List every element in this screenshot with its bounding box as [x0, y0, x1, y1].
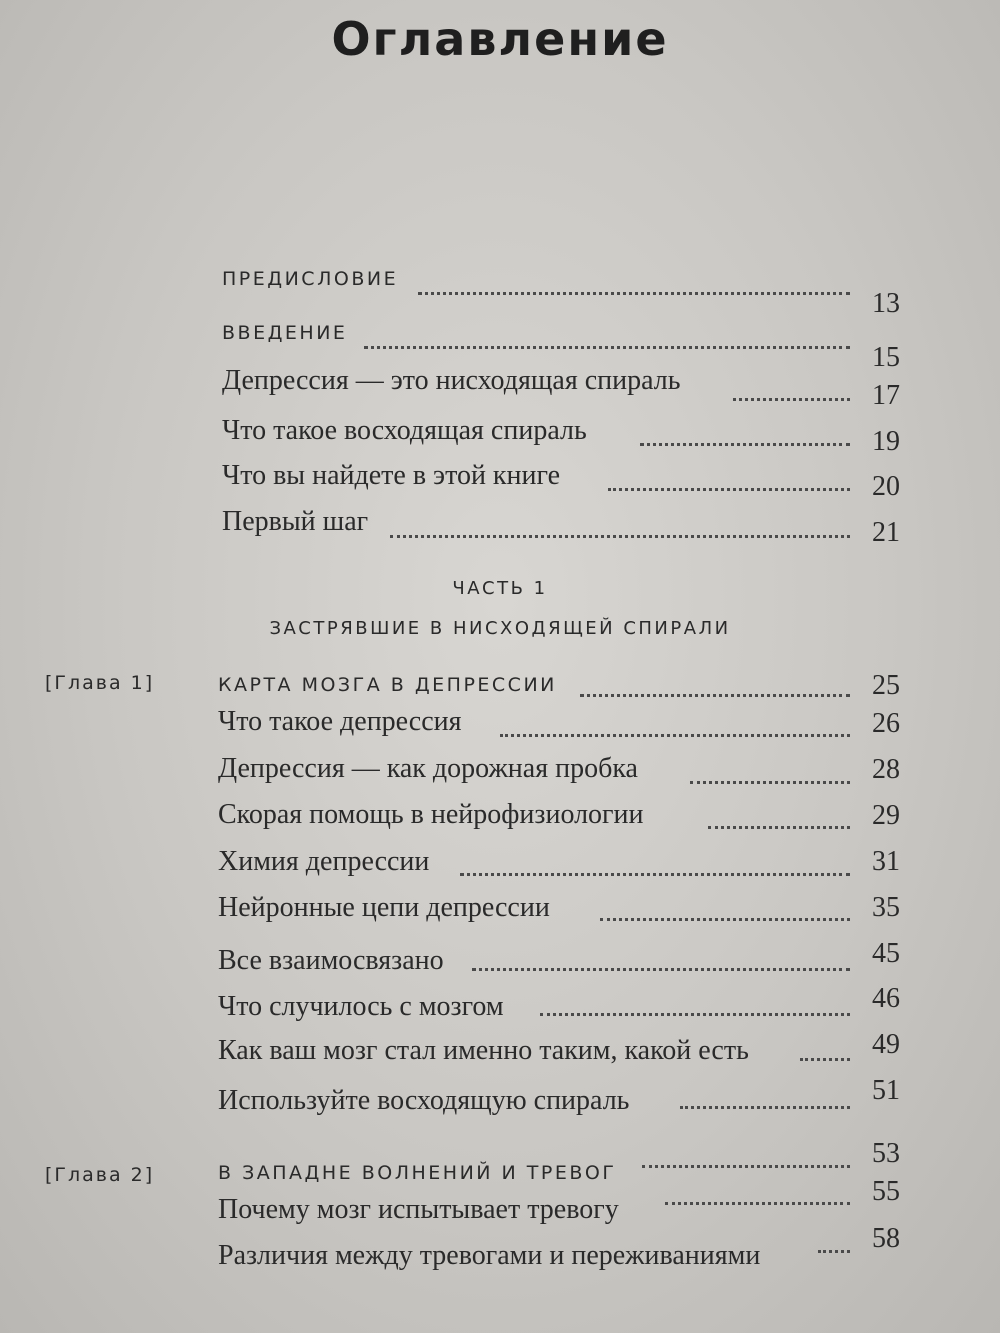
toc-entry-label: ВВЕДЕНИЕ	[222, 322, 348, 344]
dot-leader	[364, 346, 850, 349]
dot-leader	[642, 1165, 850, 1168]
toc-page-number: 45	[872, 938, 900, 969]
toc-entry-label: Нейронные цепи депрессии	[218, 892, 550, 923]
dot-leader	[540, 1013, 850, 1016]
toc-entry-label: ПРЕДИСЛОВИЕ	[222, 268, 399, 290]
dot-leader	[708, 826, 850, 829]
part-number: ЧАСТЬ 1	[452, 578, 548, 599]
toc-page-number: 13	[872, 288, 900, 319]
toc-entry-label: Первый шаг	[222, 506, 369, 537]
dot-leader	[818, 1250, 850, 1253]
dot-leader	[690, 781, 850, 784]
dot-leader	[460, 873, 850, 876]
toc-entry-label: Различия между тревогами и переживаниями	[218, 1240, 761, 1271]
toc-page-number: 26	[872, 708, 900, 739]
toc-page-number: 17	[872, 380, 900, 411]
toc-page-number: 49	[872, 1029, 900, 1060]
dot-leader	[500, 734, 850, 737]
toc-entry-label: Используйте восходящую спираль	[218, 1085, 630, 1116]
toc-page-number: 15	[872, 342, 900, 373]
chapter-label: [Глава 1]	[45, 672, 155, 694]
toc-entry-label: Депрессия — как дорожная пробка	[218, 753, 638, 784]
chapter-label: [Глава 2]	[45, 1164, 155, 1186]
toc-entry-label: Все взаимосвязано	[218, 945, 444, 976]
dot-leader	[418, 292, 850, 295]
toc-entry-label: Скорая помощь в нейрофизиологии	[218, 799, 644, 830]
toc-page-number: 35	[872, 892, 900, 923]
toc-entry-label: Как ваш мозг стал именно таким, какой есть	[218, 1035, 749, 1066]
toc-page-number: 21	[872, 517, 900, 548]
toc-entry-label: Что такое восходящая спираль	[222, 415, 587, 446]
dot-leader	[390, 535, 850, 538]
dot-leader	[472, 968, 850, 971]
part-title: ЗАСТРЯВШИЕ В НИСХОДЯЩЕЙ СПИРАЛИ	[269, 618, 731, 639]
dot-leader	[800, 1058, 850, 1061]
dot-leader	[580, 694, 850, 697]
dot-leader	[608, 488, 850, 491]
toc-page-number: 19	[872, 426, 900, 457]
toc-entry-label: Почему мозг испытывает тревогу	[218, 1194, 619, 1225]
toc-page-number: 55	[872, 1176, 900, 1207]
toc-entry-label: Химия депрессии	[218, 846, 430, 877]
toc-page-number: 31	[872, 846, 900, 877]
toc-page-number: 28	[872, 754, 900, 785]
toc-entry-label: Что вы найдете в этой книге	[222, 460, 561, 491]
chapter-title: КАРТА МОЗГА В ДЕПРЕССИИ	[218, 674, 557, 696]
dot-leader	[733, 398, 850, 401]
toc-page-number: 25	[872, 670, 900, 701]
toc-page-number: 46	[872, 983, 900, 1014]
dot-leader	[665, 1202, 850, 1205]
dot-leader	[600, 918, 850, 921]
toc-page-number: 53	[872, 1138, 900, 1169]
toc-page-number: 58	[872, 1223, 900, 1254]
page-title: Оглавление	[331, 12, 669, 66]
toc-entry-label: Что случилось с мозгом	[218, 991, 504, 1022]
toc-page-number: 29	[872, 800, 900, 831]
dot-leader	[680, 1106, 850, 1109]
toc-entry-label: Что такое депрессия	[218, 706, 462, 737]
toc-entry-label: Депрессия — это нисходящая спираль	[222, 365, 681, 396]
toc-page-number: 51	[872, 1075, 900, 1106]
chapter-title: В ЗАПАДНЕ ВОЛНЕНИЙ И ТРЕВОГ	[218, 1162, 617, 1184]
dot-leader	[640, 443, 850, 446]
toc-page-number: 20	[872, 471, 900, 502]
